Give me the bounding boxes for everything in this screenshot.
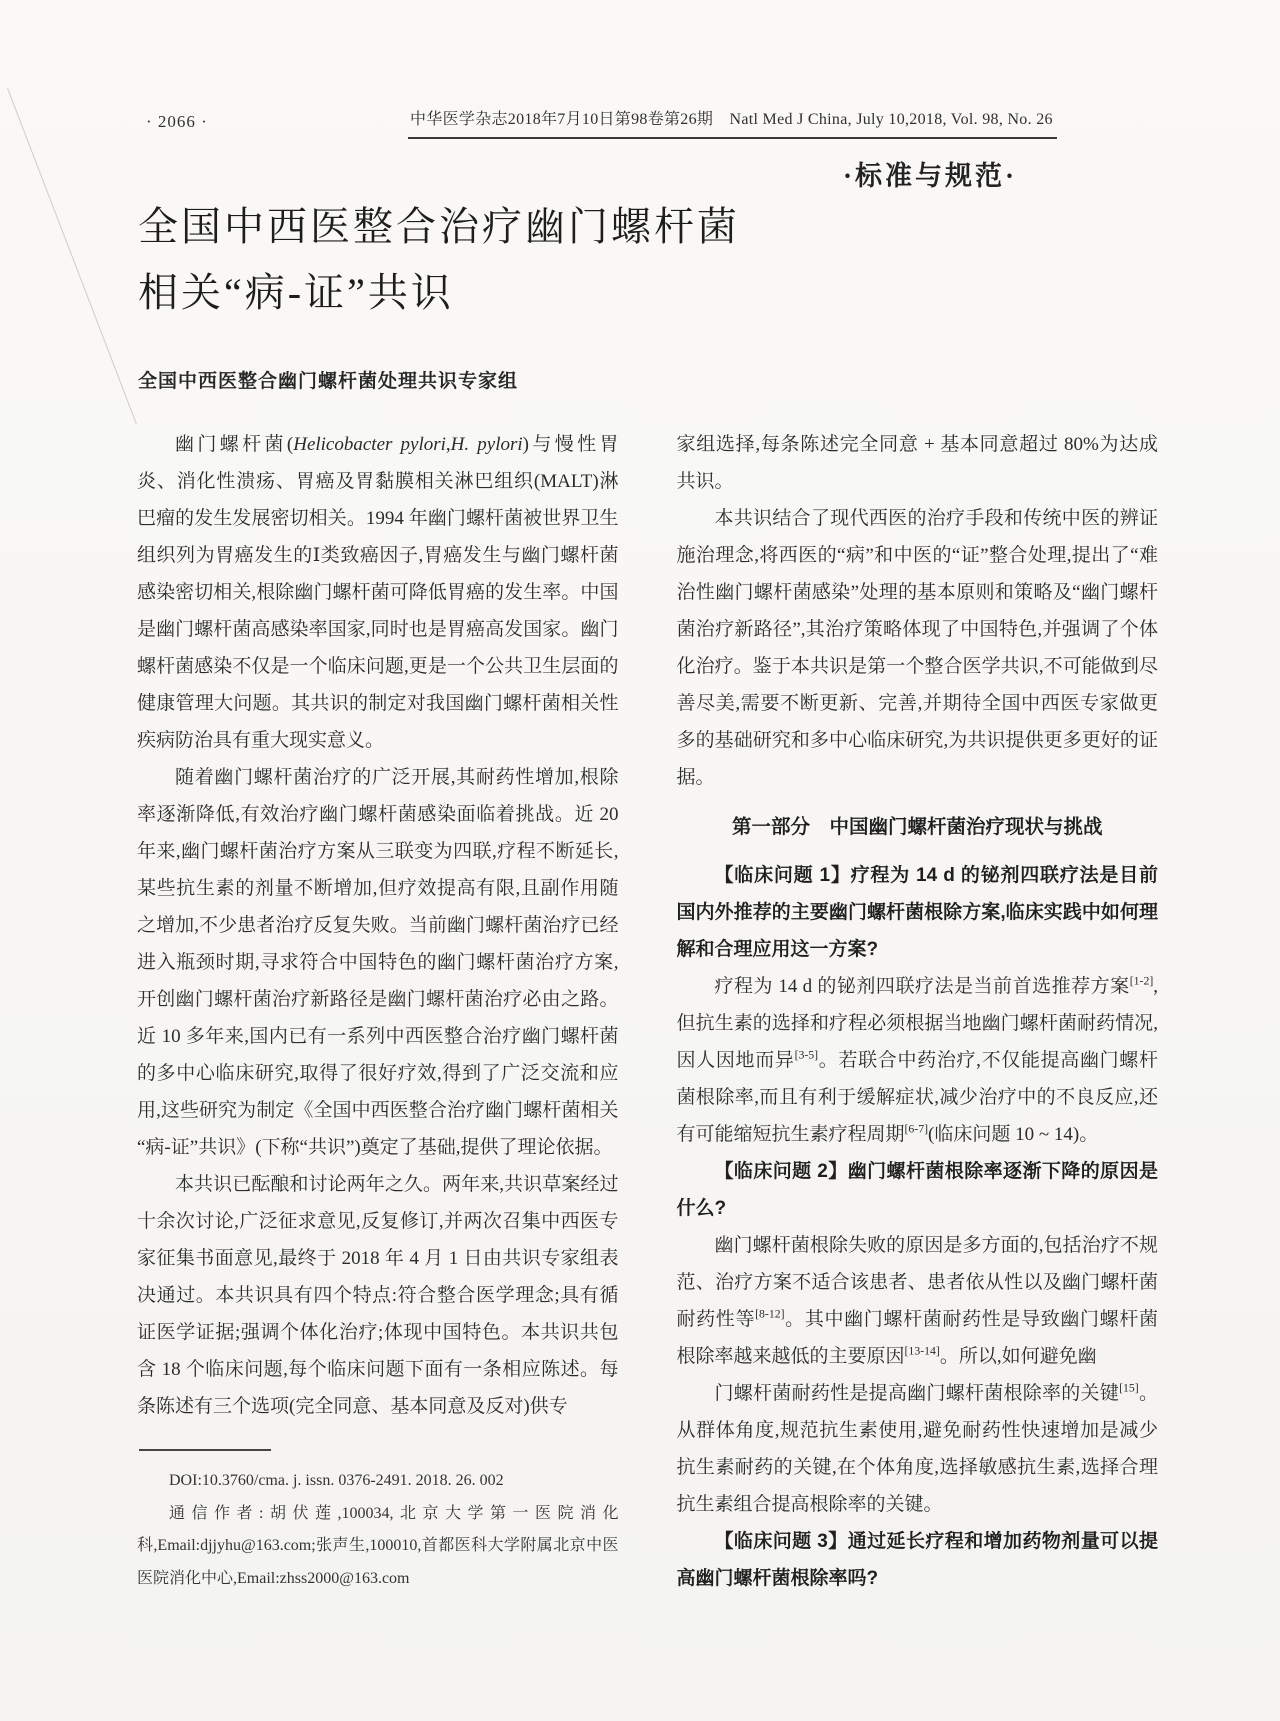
text-run: 本共识已酝酿和讨论两年之久。两年来,共识草案经过十余次讨论,广泛征求意见,反复修订,并两次召集中西医专家征集书面意见,最终于 2018 年 4 月 1 日由共识专家组表决通过。本共识具有四个特点:符合整合医学理念;具有循证医学证据;强调个体化治疗;体现中国特色。本共识共包含 18 个临床问题,每个临床问题下面有一条相应陈述。每条陈述有三个选项(完全同意、基本同意及反对)供专 [137, 1174, 619, 1417]
left-column-text [137, 426, 619, 1425]
doi-line: DOI:10.3760/cma. j. issn. 0376-2491. 2018. 26. 002 [169, 1472, 504, 1489]
footnote [137, 1449, 619, 1595]
text-run: 幽门螺杆菌根除失败的原因是多方面的,包括治疗不规范、治疗方案不适合该患者、患者依从性以及幽门螺杆菌耐药性等 [676, 1235, 1158, 1330]
body-paragraph [677, 1375, 1159, 1523]
body-paragraph [677, 968, 1159, 1153]
clinical-question [677, 1153, 1159, 1227]
reference-superscript: [1-2] [1129, 974, 1154, 988]
text-run: 本共识结合了现代西医的治疗手段和传统中医的辨证施治理念,将西医的“病”和中医的“证”整合处理,提出了“难治性幽门螺杆菌感染”处理的基本原则和策略及“幽门螺杆菌治疗新路径”,其治疗策略体现了中国特色,并强调了个体化治疗。鉴于本共识是第一个整合医学共识,不可能做到尽善尽美,需要不断更新、完善,并期待全国中西医专家做更多的基础研究和多中心临床研究,为共识提供更多更好的证据。 [676, 508, 1158, 788]
latin-italic-text: H. pylori [450, 434, 523, 455]
text-run: 。其中幽门螺杆菌耐药性是导致幽门螺杆菌根除率越来越低的主要原因 [676, 1309, 1158, 1367]
author-group: 全国中西医整合幽门螺杆菌处理共识专家组 [138, 371, 519, 392]
scan-artifact-line [7, 88, 137, 424]
body-paragraph [137, 426, 619, 759]
text-run: 幽门螺杆菌( [175, 434, 294, 455]
text-run: 家组选择,每条陈述完全同意 + 基本同意超过 80%为达成共识。 [676, 434, 1158, 492]
column-section-tag: ·标准与规范· [843, 161, 1018, 191]
latin-italic-text: Helicobacter pylori [293, 434, 446, 455]
text-run: 。若联合中药治疗,不仅能提高幽门螺杆菌根除率,而且有利于缓解症状,减少治疗中的不良反应,还有可能缩短抗生素疗程周期 [676, 1050, 1158, 1145]
text-run: )与慢性胃炎、消化性溃疡、胃癌及胃黏膜相关淋巴组织(MALT)淋巴瘤的发生发展密切相关。1994 年幽门螺杆菌被世界卫生组织列为胃癌发生的Ⅰ类致癌因子,胃癌发生与幽门螺杆菌感染密切相关,根除幽门螺杆菌可降低胃癌的发生率。中国是幽门螺杆菌高感染率国家,同时也是胃癌高发国家。幽门螺杆菌感染不仅是一个临床问题,更是一个公共卫生层面的健康管理大问题。其共识的制定对我国幽门螺杆菌相关性疾病防治具有重大现实意义。 [137, 434, 619, 751]
section-heading [677, 809, 1159, 846]
text-run: 【临床问题 3】通过延长疗程和增加药物剂量可以提高幽门螺杆菌根除率吗? [676, 1531, 1158, 1589]
text-run: 疗程为 14 d 的铋剂四联疗法是当前首选推荐方案 [714, 976, 1130, 997]
text-run: 随着幽门螺杆菌治疗的广泛开展,其耐药性增加,根除率逐渐降低,有效治疗幽门螺杆菌感染面临着挑战。近 20 年来,幽门螺杆菌治疗方案从三联变为四联,疗程不断延长,某些抗生素的剂量不断增加,但疗效提高有限,且副作用随之增加,不少患者治疗反复失败。当前幽门螺杆菌治疗已经进入瓶颈时期,寻求符合中国特色的幽门螺杆菌治疗方案,开创幽门螺杆菌治疗新路径是幽门螺杆菌治疗必由之路。近 10 多年来,国内已有一系列中西医整合治疗幽门螺杆菌的多中心临床研究,取得了很好疗效,得到了广泛交流和应用,这些研究为制定《全国中西医整合治疗幽门螺杆菌相关“病-证”共识》(下称“共识”)奠定了基础,提供了理论依据。 [137, 767, 619, 1158]
text-run: , [445, 434, 451, 455]
body-paragraph [677, 500, 1159, 796]
article-title-line2: 相关“病-证”共识 [138, 270, 454, 315]
reference-superscript: [8-12] [755, 1307, 785, 1321]
text-run: 。从群体角度,规范抗生素使用,避免耐药性快速增加是减少抗生素耐药的关键,在个体角度,选择敏感抗生素,选择合理抗生素组合提高根除率的关键。 [676, 1383, 1158, 1515]
reference-superscript: [6-7] [904, 1122, 929, 1136]
right-column [677, 426, 1159, 1597]
correspondence-line: 通信作者:胡伏莲,100034,北京大学第一医院消化科,Email:djjyhu@163.com;张声生,100010,首都医科大学附属北京中医医院消化中心,Email:zhss2000@163.com [137, 1504, 619, 1587]
page-number: · 2066 · [146, 112, 208, 131]
text-run: (临床问题 10 ~ 14)。 [928, 1124, 1099, 1145]
footnote-divider [139, 1449, 271, 1451]
text-run: 。所以,如何避免幽 [939, 1346, 1097, 1367]
text-run: ,但抗生素的选择和疗程必须根据当地幽门螺杆菌耐药情况,因人因地而异 [676, 976, 1158, 1071]
reference-superscript: [15] [1119, 1381, 1139, 1395]
text-run: 门螺杆菌耐药性是提高幽门螺杆菌根除率的关键 [714, 1383, 1120, 1404]
body-paragraph [137, 1166, 619, 1425]
article-title [138, 194, 740, 326]
two-column-body [137, 426, 1158, 1597]
text-run: 【临床问题 2】幽门螺杆菌根除率逐渐下降的原因是什么? [676, 1161, 1158, 1219]
left-column [137, 426, 619, 1597]
body-paragraph [677, 1227, 1159, 1375]
clinical-question [677, 1523, 1159, 1597]
article-title-line1: 全国中西医整合治疗幽门螺杆菌 [138, 204, 740, 249]
body-paragraph [677, 426, 1159, 500]
body-paragraph [137, 759, 619, 1166]
journal-header: 中华医学杂志2018年7月10日第98卷第26期 Natl Med J China, July 10,2018, Vol. 98, No. 26 [408, 106, 1057, 139]
text-run: 【临床问题 1】疗程为 14 d 的铋剂四联疗法是目前国内外推荐的主要幽门螺杆菌根除方案,临床实践中如何理解和合理应用这一方案? [676, 865, 1158, 960]
right-column-text [677, 426, 1159, 1597]
reference-superscript: [13-14] [904, 1344, 940, 1358]
text-run: 第一部分 中国幽门螺杆菌治疗现状与挑战 [731, 816, 1103, 838]
reference-superscript: [3-5] [794, 1048, 819, 1062]
clinical-question [677, 857, 1159, 968]
